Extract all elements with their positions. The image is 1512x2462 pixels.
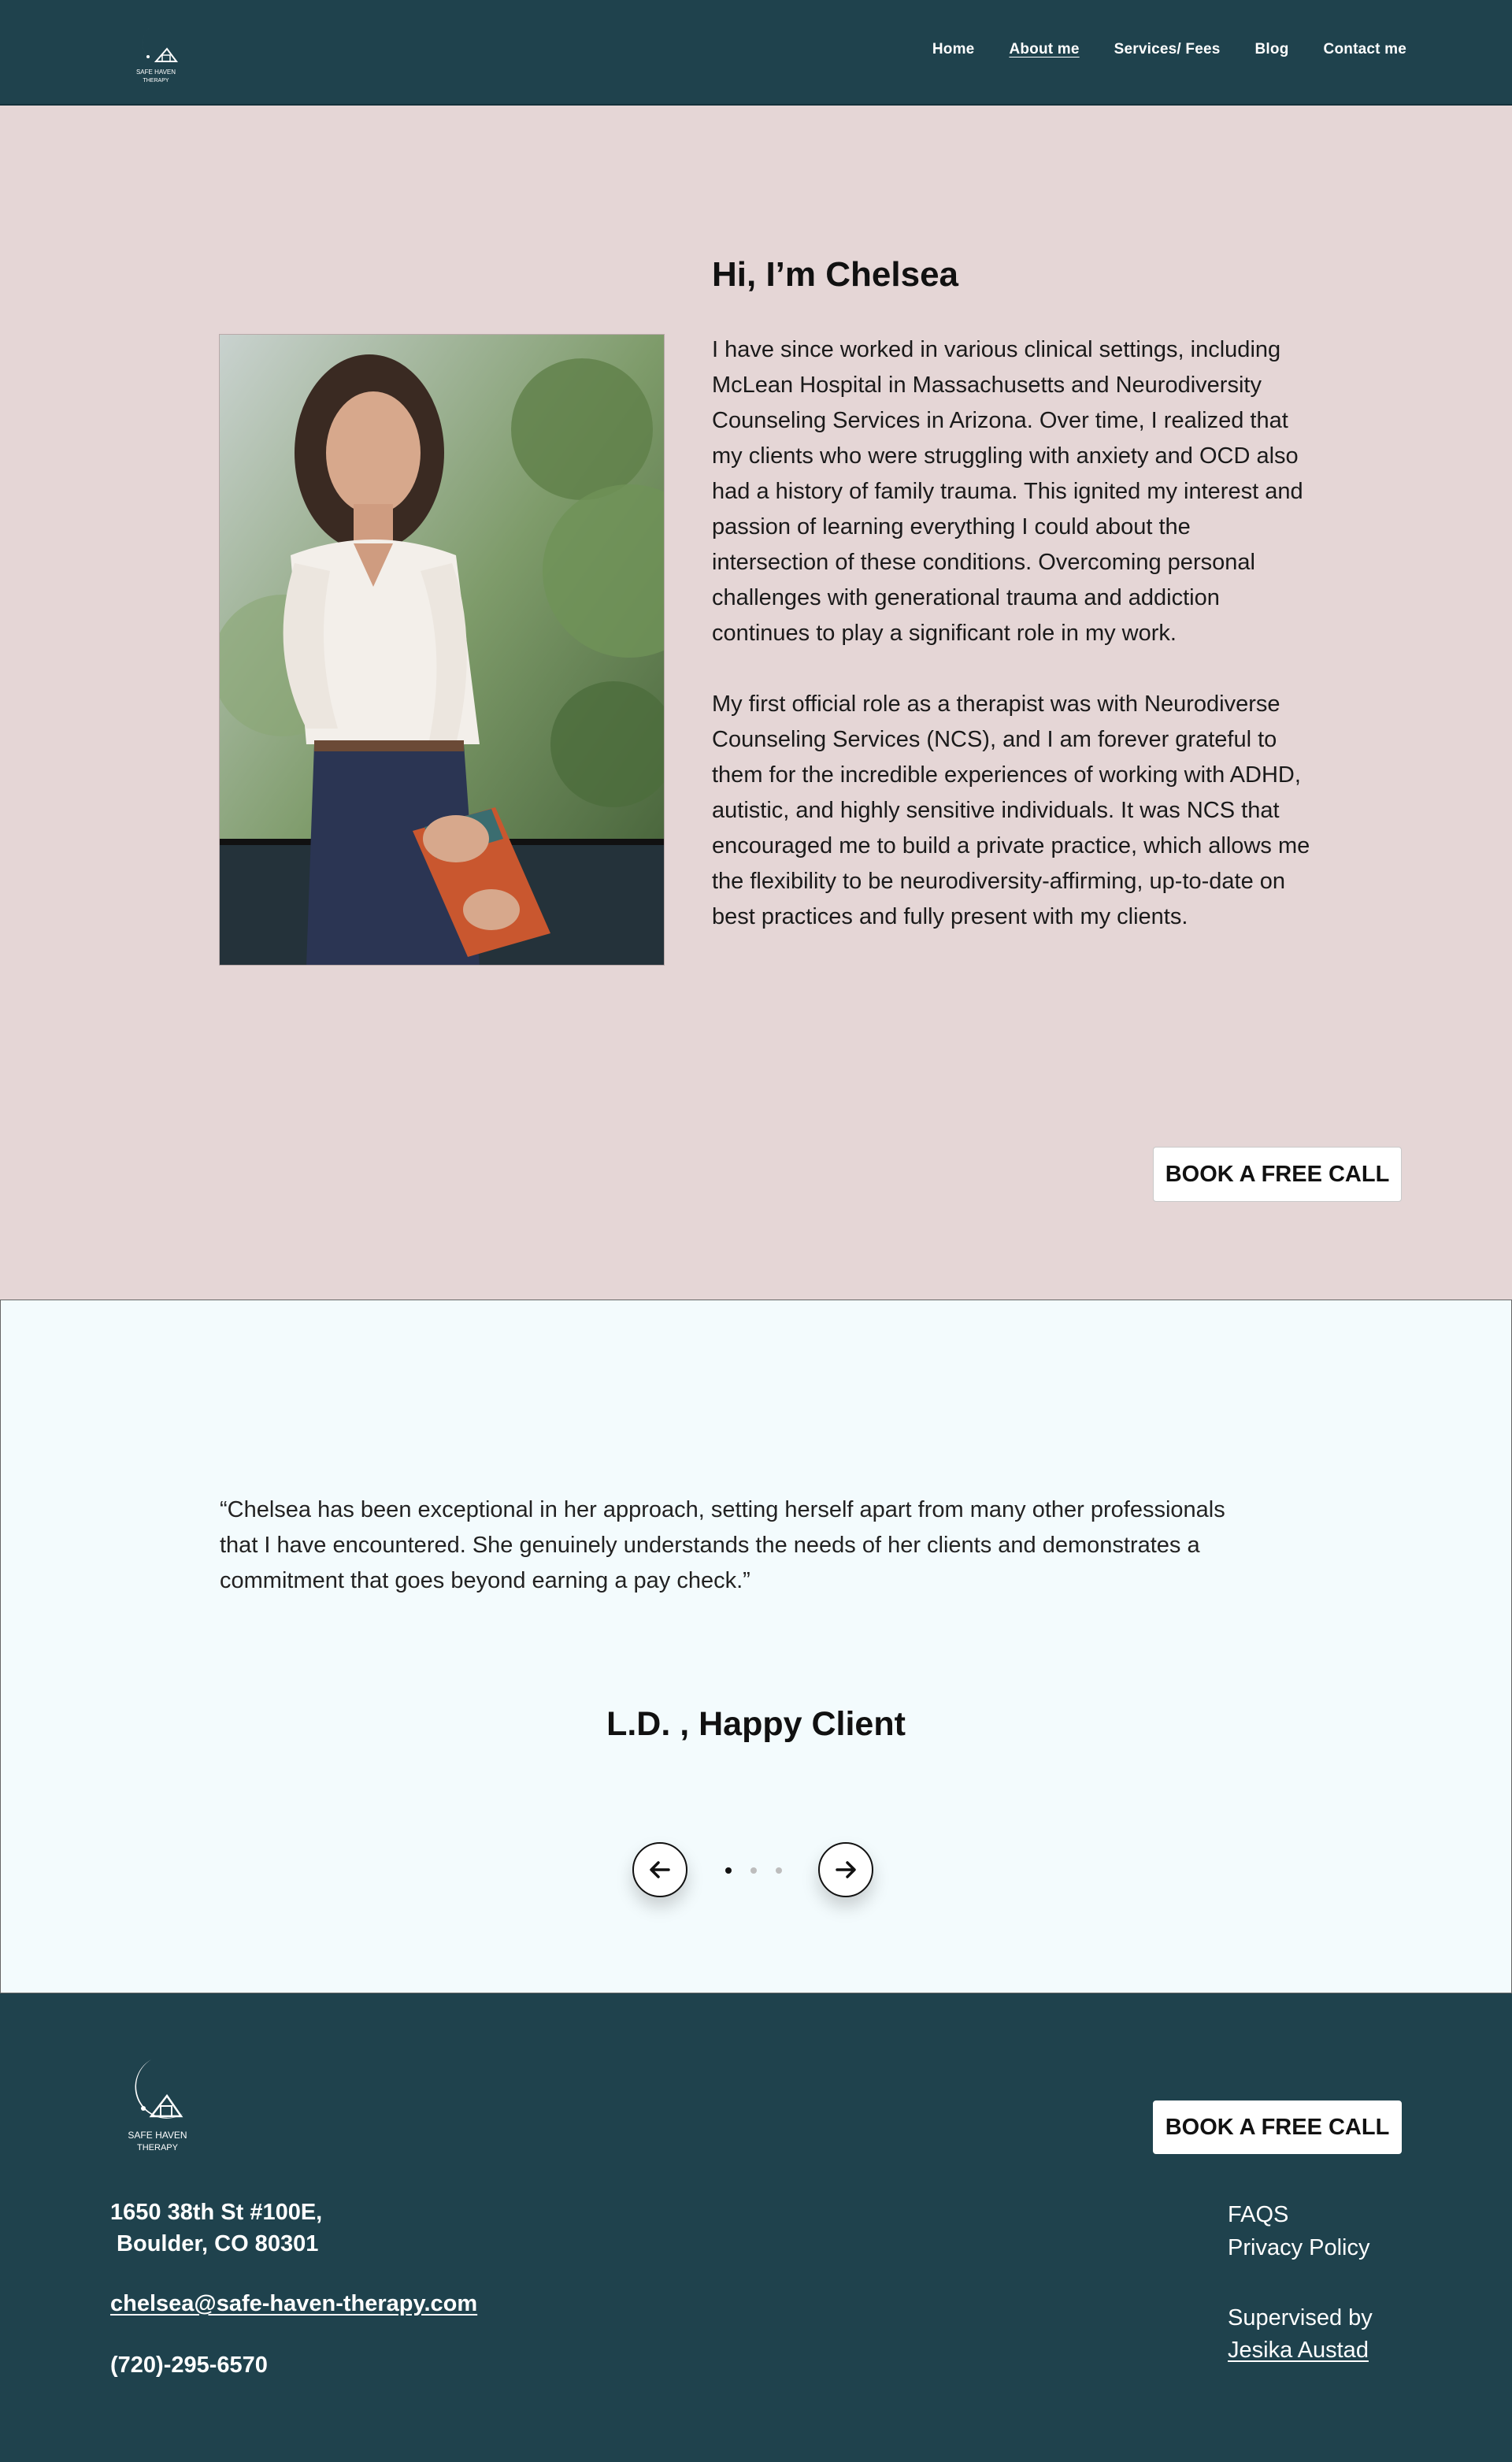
book-free-call-button[interactable]: BOOK A FREE CALL	[1153, 1147, 1402, 1202]
arrow-left-icon	[647, 1856, 673, 1883]
about-section	[0, 106, 1512, 1300]
email-link[interactable]: chelsea@safe-haven-therapy.com	[110, 2291, 478, 2316]
top-nav	[0, 0, 1512, 106]
about-paragraph: My first official role as a therapist was with Neurodiverse Counseling Services (NCS), and I am forever grateful to them for the incredible experiences of working with ADHD, autistic, and highly sensitive individuals. It was NCS that encouraged me to build a private practice, which allows me the flexibility to be neurodiversity-affirming, up-to-date on best practices and fully present with my clients.	[712, 692, 1310, 929]
safe-haven-logo-icon[interactable]	[126, 20, 186, 87]
footer-logo-subtext: THERAPY	[137, 2143, 178, 2152]
testimonial-quote: “Chelsea has been exceptional in her approach, setting herself apart from many other professionals that I have encountered. She genuinely understands the needs of her clients and demonstrates a commitment that goes beyond earning a pay check.”	[220, 1497, 1225, 1593]
supervised-label: Supervised by	[1228, 2305, 1373, 2330]
slide-dot[interactable]	[725, 1867, 732, 1874]
footer-logo-text: SAFE HAVEN	[128, 2130, 187, 2141]
testimonial-section	[0, 1300, 1512, 1993]
slide-dot[interactable]	[750, 1867, 757, 1874]
nav-links	[932, 41, 1406, 58]
footer-logo-icon[interactable]	[109, 2053, 197, 2154]
arrow-right-icon	[832, 1856, 859, 1883]
nav-services-fees[interactable]: Services/ Fees	[1114, 41, 1221, 57]
page-title: Hi, I’m Chelsea	[712, 255, 959, 294]
slide-indicators	[725, 1867, 782, 1874]
privacy-policy-link[interactable]: Privacy Policy	[1228, 2235, 1370, 2260]
supervisor-link[interactable]: Jesika Austad	[1228, 2338, 1369, 2363]
prev-slide-button[interactable]	[632, 1842, 687, 1897]
portrait-photo	[219, 334, 665, 966]
slide-dot[interactable]	[776, 1867, 782, 1874]
logo-subtext: THERAPY	[143, 78, 169, 83]
nav-contact-me[interactable]: Contact me	[1323, 41, 1406, 57]
about-text	[712, 332, 1310, 935]
nav-blog[interactable]: Blog	[1254, 41, 1289, 57]
footer-links	[1228, 2198, 1370, 2264]
footer-book-free-call-button[interactable]: BOOK A FREE CALL	[1153, 2100, 1402, 2154]
faqs-link[interactable]: FAQS	[1228, 2202, 1289, 2227]
address: 1650 38th St #100E, Boulder, CO 80301	[110, 2200, 323, 2256]
testimonial-author: L.D. , Happy Client	[606, 1705, 906, 1743]
about-paragraph: I have since worked in various clinical settings, including McLean Hospital in Massachusetts and Neurodiversity Counseling Services in Arizona. Over time, I realized that my clients who were struggling with anxiety and OCD also had a history of family trauma. This ignited my interest and passion of learning everything I could about the intersection of these conditions. Overcoming personal challenges with generational trauma and addiction continues to play a significant role in my work.	[712, 337, 1303, 646]
phone-number: (720)-295-6570	[110, 2353, 268, 2378]
supervised-by	[1228, 2302, 1373, 2367]
portrait-illustration	[220, 335, 665, 966]
nav-about-me[interactable]: About me	[1009, 41, 1080, 57]
footer	[0, 1993, 1512, 2462]
logo-text: SAFE HAVEN	[135, 69, 176, 76]
next-slide-button[interactable]	[818, 1842, 873, 1897]
nav-home[interactable]: Home	[932, 41, 975, 57]
